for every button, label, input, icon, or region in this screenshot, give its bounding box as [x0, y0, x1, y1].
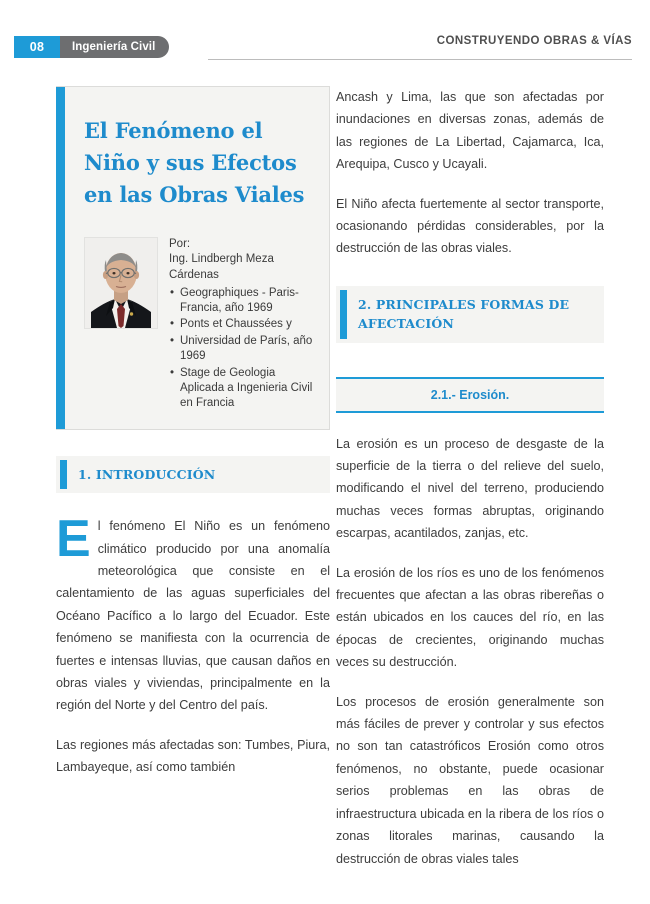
author-portrait-illustration	[85, 238, 157, 328]
section-heading-label: 2. PRINCIPALES FORMAS DE AFECTACIÓN	[358, 296, 570, 332]
body-paragraph: Los procesos de erosión generalmente son más fáciles de prever y controlar y sus efectos no son tan catastróficos Erosión como otros fenómenos, no obstante, puede ocasionar serios problemas en las obras de infraestructura ubicada en la ribera de los ríos o zonas litorales marinas, causando la destrucción de obras viales tales	[336, 694, 604, 866]
author-credentials-list	[169, 286, 313, 412]
magazine-section-badge: Ingeniería Civil	[60, 36, 169, 58]
article-title: El Fenómeno el Niño y sus Efectos en las Obras Viales	[84, 118, 305, 207]
masthead-rule	[208, 59, 632, 60]
masthead-title: CONSTRUYENDO OBRAS & VÍAS	[436, 35, 632, 47]
subsection-heading-label: 2.1.- Erosión.	[430, 387, 510, 402]
body-paragraph: El Niño afecta fuertemente al sector transporte, ocasionando pérdidas considerables, por la destrucción de las obras viales.	[336, 196, 604, 256]
section-heading-label: 1. INTRODUCCIÓN	[78, 466, 216, 482]
left-column	[56, 86, 330, 796]
byline-label: Por:	[169, 237, 191, 250]
body-paragraph: La erosión de los ríos es uno de los fenómenos frecuentes que afectan a las obras ribereñas o están ubicados en los cauces del río, en las épocas de crecientes, originando muchas veces su destrucción.	[336, 565, 604, 670]
right-column	[336, 86, 604, 887]
list-item: • Geographiques - Paris-Francia, año 1969	[180, 286, 313, 317]
section-heading-introduccion	[56, 456, 330, 493]
byline-block	[84, 237, 313, 413]
page-header	[0, 0, 650, 72]
body-paragraph: La erosión es un proceso de desgaste de la superficie de la tierra o del relieve del suelo, modificando el nivel del terreno, produciendo muchas veces formas abruptas, originando escarpas, acantilados, zanjas, etc.	[336, 436, 604, 541]
feature-title-panel	[56, 86, 330, 430]
list-item: • Ponts et Chaussées y	[180, 317, 313, 332]
byline-text	[169, 237, 313, 413]
body-paragraph: El fenómeno El Niño es un fenómeno climático producido por una anomalía meteorológica que consiste en el calentamiento de las aguas superficiales del Océano Pacífico a lo largo del Ecuador. Este fenómeno se manifiesta con la ocurrencia de fuertes e intensas lluvias, que causan daños en obras viales y viviendas, principalmente en la región del Norte y del Centro del país.	[56, 510, 330, 713]
author-portrait	[84, 237, 158, 329]
body-paragraph: Ancash y Lima, las que son afectadas por inundaciones en diversas zonas, además de las regiones de La Libertad, Cajamarca, Ica, Arequipa, Cusco y Ucayali.	[336, 90, 604, 172]
list-item: • Stage de Geologia Aplicada a Ingenieria Civil en Francia	[180, 366, 313, 412]
subsection-heading-erosion	[336, 377, 604, 413]
body-paragraph: Las regiones más afectadas son: Tumbes, Piura, Lambayeque, así como también	[56, 737, 330, 775]
author-name: Ing. Lindbergh Meza Cárdenas	[169, 253, 274, 281]
page-number-badge: 08	[14, 36, 60, 58]
section-heading-principales-formas	[336, 286, 604, 343]
list-item: • Universidad de París, año 1969	[180, 334, 313, 365]
